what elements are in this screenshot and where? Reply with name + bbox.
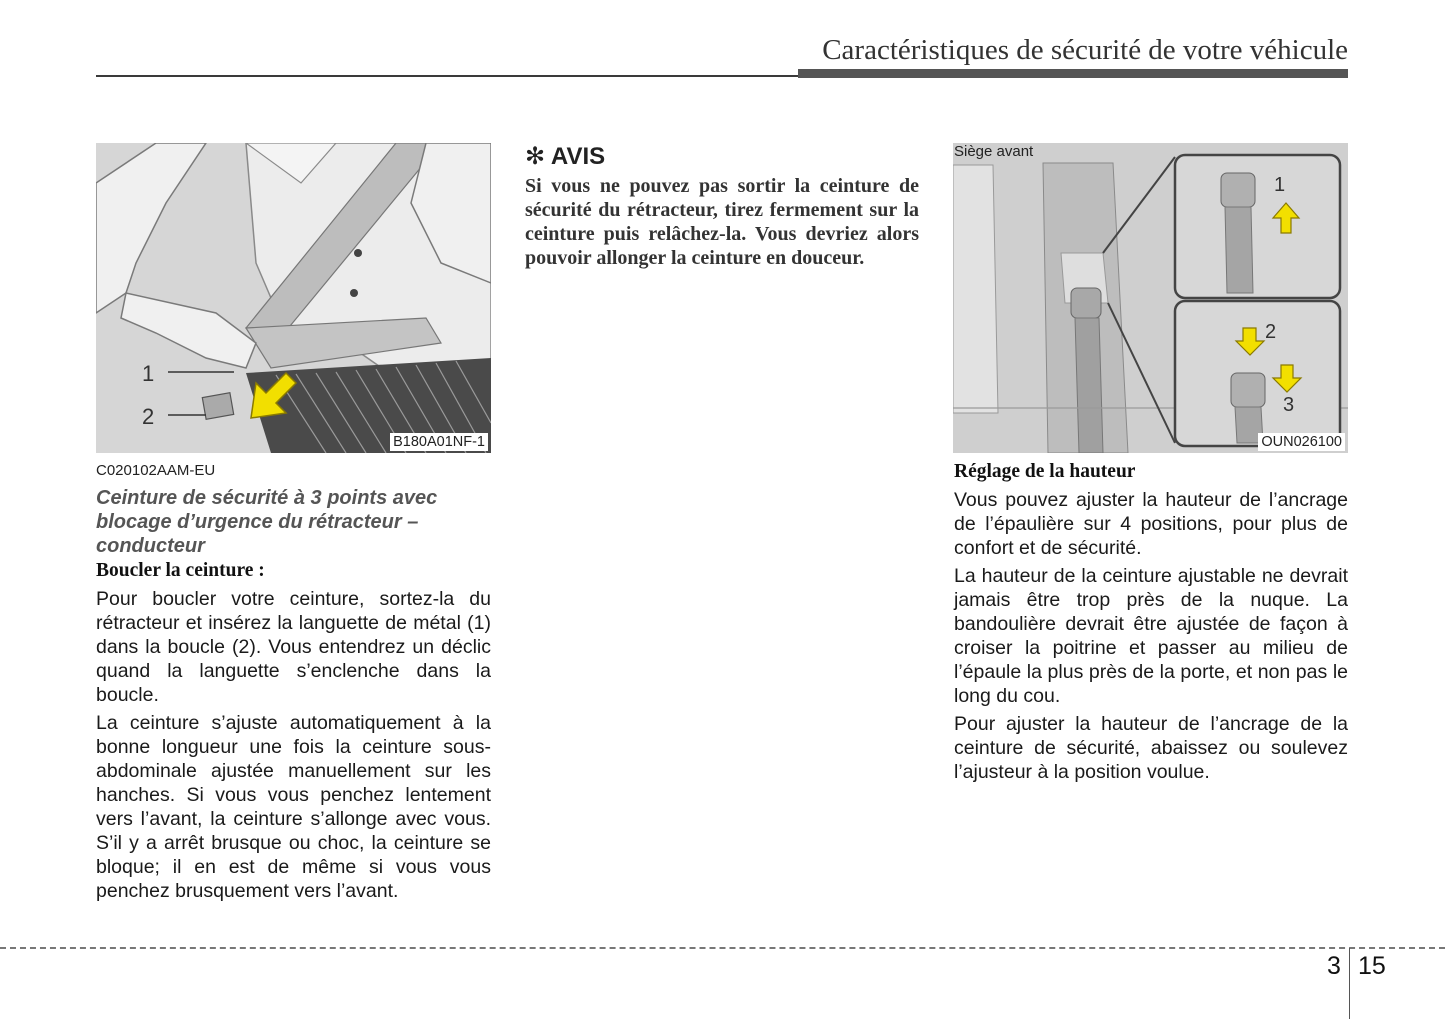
avis-heading [525,142,605,171]
footer-dashed-rule [0,947,1445,949]
height-adjust-illustration [953,143,1348,453]
callout-3: 3 [1283,394,1295,416]
paragraph: Vous pouvez ajuster la hauteur de l’ancrage de l’épaulière sur 4 positions, pour plus de confort et de sécurité. [954,489,1348,559]
buckle-illustration [96,143,491,453]
callout-2: 2 [1265,321,1277,343]
figure-code: OUN026100 [1258,433,1345,451]
avis-text: Si vous ne pouvez pas sortir la ceinture de sécurité du rétracteur, tirez fermement sur la ceinture puis relâchez-la. Vous devriez alors pouvoir allonger la ceinture en douceur. [525,175,919,269]
left-body-text [96,587,491,907]
paragraph: Pour ajuster la hauteur de l’ancrage de la ceinture de sécurité, abaissez ou soulevez l’ajusteur à la position voulue. [954,713,1348,783]
page-number-separator [1349,948,1350,1019]
page-number: 15 [1358,952,1386,980]
right-body-text [954,488,1348,788]
buckle-drawing [96,143,491,453]
page-header-title: Caractéristiques de sécurité de votre véhicule [822,34,1348,66]
chapter-number: 3 [1327,952,1341,980]
callout-2: 2 [142,404,155,429]
height-adjust-drawing [953,143,1348,453]
figure-code: B180A01NF-1 [390,433,488,451]
paragraph: Pour boucler votre ceinture, sortez-la du rétracteur et insérez la languette de métal (1) dans la boucle (2). Vous entendrez un déclic quand la languette s’enclenche dans la boucle. [96,588,491,706]
asterisk-icon: ✻ [525,143,546,170]
header-rule-accent [798,69,1348,78]
avis-title: AVIS [550,143,606,170]
section-title: Ceinture de sécurité à 3 points avec blocage d’urgence du rétracteur – conducteur [96,487,438,557]
subhead-height: Réglage de la hauteur [954,461,1136,482]
figure-caption: Siège avant [954,143,1034,160]
paragraph: La ceinture s’ajuste automatiquement à la bonne longueur une fois la ceinture sous-abdominale ajustée manuellement sur les hanches. Si vous vous penchez lentement vers l’avant, la ceinture s’allonge avec vous. S’il y a arrêt brusque ou choc, la ceinture se bloque; il en est de même si vous vous penchez brusquement vers l’avant. [96,712,491,902]
subhead-buckle: Boucler la ceinture : [96,560,265,581]
reference-code: C020102AAM-EU [96,462,216,479]
callout-1: 1 [1274,174,1286,196]
paragraph: La hauteur de la ceinture ajustable ne devrait jamais être trop près de la nuque. La bandoulière devrait être ajustée de façon à croiser la poitrine et passer au milieu de l’épaule la plus près de la porte, et non pas le long du cou. [954,565,1348,707]
callout-1: 1 [142,361,155,386]
